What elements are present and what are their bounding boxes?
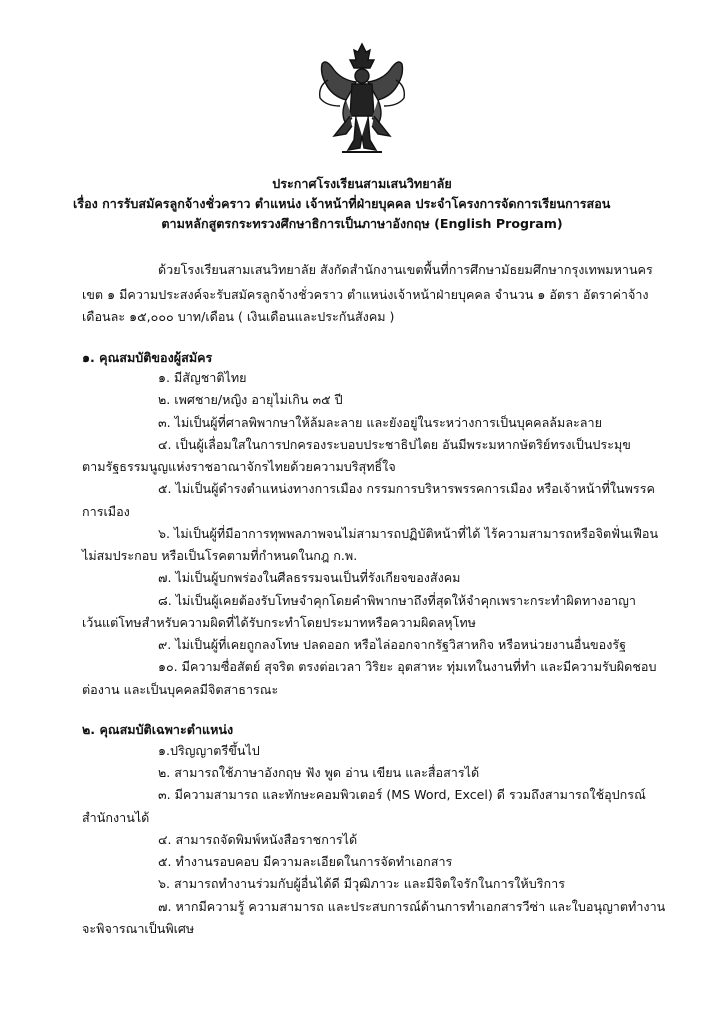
subject-line-2: ตามหลักสูตรกระทรวงศึกษาธิการเป็นภาษาอังกฤษ (English Program) bbox=[161, 216, 563, 231]
qualification-line: ๑. มีสัญชาติไทย bbox=[158, 370, 247, 385]
qualification-line: ๕. ไม่เป็นผู้ดำรงตำแหน่งทางการเมือง กรรมการบริหารพรรคการเมือง หรือเจ้าหน้าที่ในพรรค bbox=[158, 481, 655, 496]
qualification-line: ๒. เพศชาย/หญิง อายุไม่เกิน ๓๕ ปี bbox=[158, 392, 343, 407]
position-qualification-line: จะพิจารณาเป็นพิเศษ bbox=[82, 921, 195, 936]
position-qualification-line: ๕. ทำงานรอบคอบ มีความละเอียดในการจัดทำเอกสาร bbox=[158, 854, 453, 869]
qualification-line: ๔. เป็นผู้เลื่อมใสในการปกครองระบอบประชาธิปไตย อันมีพระมหากษัตริย์ทรงเป็นประมุข bbox=[158, 437, 631, 452]
position-qualification-line: สำนักงานได้ bbox=[82, 810, 150, 825]
position-qualification-line: ๑.ปริญญาตรีขึ้นไป bbox=[158, 743, 260, 758]
qualification-line: เว้นแต่โทษสำหรับความผิดที่ได้รับกระทำโดยประมาทหรือความผิดลหุโทษ bbox=[82, 615, 476, 630]
position-qualification-line: ๗. หากมีความรู้ ความสามารถ และประสบการณ์ด้านการทำเอกสารวีซ่า และใบอนุญาตทำงาน bbox=[158, 899, 666, 914]
position-qualification-line: ๔. สามารถจัดพิมพ์หนังสือราชการได้ bbox=[158, 832, 358, 847]
qualification-line: ๗. ไม่เป็นผู้บกพร่องในศีลธรรมจนเป็นที่รังเกียจของสังคม bbox=[158, 570, 461, 585]
qualification-line: ๓. ไม่เป็นผู้ที่ศาลพิพากษาให้ล้มละลาย และยังอยู่ในระหว่างการเป็นบุคคลล้มละลาย bbox=[158, 415, 602, 430]
section-heading: ๑. คุณสมบัติของผู้สมัคร bbox=[82, 350, 213, 365]
qualification-line: ไม่สมประกอบ หรือเป็นโรคตามที่กำหนดในกฎ ก.พ. bbox=[82, 548, 358, 563]
position-qualification-line: ๓. มีความสามารถ และทักษะคอมพิวเตอร์ (MS Word, Excel) ดี รวมถึงสามารถใช้อุปกรณ์ bbox=[158, 787, 646, 802]
qualification-line: ๘. ไม่เป็นผู้เคยต้องรับโทษจำคุกโดยคำพิพากษาถึงที่สุดให้จำคุกเพราะกระทำผิดทางอาญา bbox=[158, 593, 636, 608]
qualification-line: ๖. ไม่เป็นผู้ที่มีอาการทุพพลภาพจนไม่สามารถปฏิบัติหน้าที่ได้ ไร้ความสามารถหรือจิตฟั่นเฟือน bbox=[158, 526, 659, 541]
garuda-emblem-icon bbox=[312, 40, 412, 158]
intro-line: ด้วยโรงเรียนสามเสนวิทยาลัย สังกัดสำนักงานเขตพื้นที่การศึกษามัธยมศึกษากรุงเทพมหานคร bbox=[158, 262, 653, 277]
qualification-line: ๙. ไม่เป็นผู้ที่เคยถูกลงโทษ ปลดออก หรือไล่ออกจากรัฐวิสาหกิจ หรือหน่วยงานอื่นของรัฐ bbox=[158, 637, 627, 652]
qualification-line: การเมือง bbox=[82, 504, 130, 519]
section-heading: ๒. คุณสมบัติเฉพาะตำแหน่ง bbox=[82, 722, 234, 737]
qualification-line: ตามรัฐธรรมนูญแห่งราชอาณาจักรไทยด้วยความบริสุทธิ์ใจ bbox=[82, 459, 396, 474]
intro-line: เดือนละ ๑๕,๐๐๐ บาท/เดือน ( เงินเดือนและประกันสังคม ) bbox=[82, 309, 395, 324]
position-qualification-line: ๖. สามารถทำงานร่วมกับผู้อื่นได้ดี มีวุฒิภาวะ และมีจิตใจรักในการให้บริการ bbox=[158, 876, 565, 891]
qualification-line: ต่องาน และเป็นบุคคลมีจิตสาธารณะ bbox=[82, 682, 279, 697]
announcement-title: ประกาศโรงเรียนสามเสนวิทยาลัย bbox=[272, 176, 452, 191]
qualification-line: ๑๐. มีความซื่อสัตย์ สุจริต ตรงต่อเวลา วิริยะ อุตสาหะ ทุ่มเทในงานที่ทำ และมีความรับผิดชอบ bbox=[158, 659, 657, 674]
subject-line-1: เรื่อง การรับสมัครลูกจ้างชั่วคราว ตำแหน่ง เจ้าหน้าที่ฝ่ายบุคคล ประจำโครงการจัดการเรียนการสอน bbox=[73, 196, 611, 211]
position-qualification-line: ๒. สามารถใช้ภาษาอังกฤษ ฟัง พูด อ่าน เขียน และสื่อสารได้ bbox=[158, 765, 480, 780]
intro-line: เขต ๑ มีความประสงค์จะรับสมัครลูกจ้างชั่วคราว ตำแหน่งเจ้าหน้าฝ่ายบุคคล จำนวน ๑ อัตรา อัตราค่าจ้าง bbox=[82, 287, 649, 302]
